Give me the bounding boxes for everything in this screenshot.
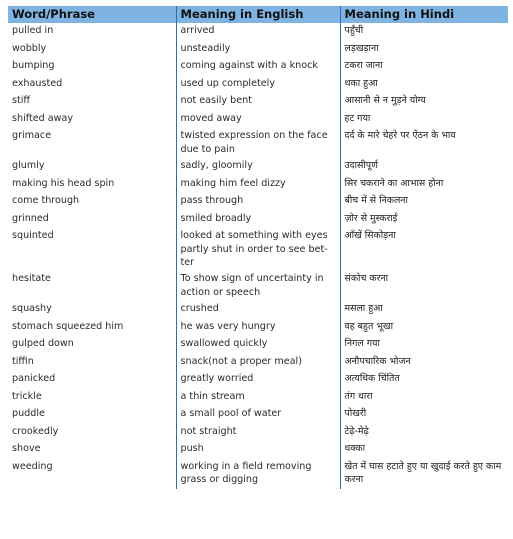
table-row [8,23,508,41]
table-row [8,93,508,111]
table-row [8,459,508,489]
english-meaning-cell: sadly, gloomily [176,158,340,176]
table-row [8,228,508,271]
word-cell: glumly [8,158,176,176]
word-cell: come through [8,193,176,211]
hindi-meaning-cell: लड़खड़ाना [340,41,508,59]
hindi-meaning-cell: थका हुआ [340,76,508,94]
word-cell: puddle [8,406,176,424]
english-meaning-cell: looked at something with eyes partly shut in order to see bet-ter [176,228,340,271]
table-row [8,301,508,319]
header-meaning-english: Meaning in English [176,6,340,23]
table-row [8,319,508,337]
word-cell: shifted away [8,111,176,129]
english-meaning-cell: he was very hungry [176,319,340,337]
table-row [8,41,508,59]
word-cell: stiff [8,93,176,111]
english-meaning-cell: pass through [176,193,340,211]
hindi-meaning-cell: आसानी से न मुड़ने योग्य [340,93,508,111]
english-meaning-cell: twisted expression on the face due to pain [176,128,340,158]
table-row [8,111,508,129]
table-row [8,441,508,459]
english-meaning-cell: not straight [176,424,340,442]
word-cell: grimace [8,128,176,158]
word-cell: squinted [8,228,176,271]
table-row [8,158,508,176]
hindi-meaning-cell: खेत में घास हटाते हुए या खुदाई करते हुए काम करना [340,459,508,489]
english-meaning-cell: not easily bent [176,93,340,111]
english-meaning-cell: working in a field removing grass or digging [176,459,340,489]
word-cell: making his head spin [8,176,176,194]
word-cell: wobbly [8,41,176,59]
word-cell: gulped down [8,336,176,354]
english-meaning-cell: snack(not a proper meal) [176,354,340,372]
table-row [8,371,508,389]
word-cell: exhausted [8,76,176,94]
table-row [8,193,508,211]
hindi-meaning-cell: बीच में से निकलना [340,193,508,211]
header-word-phrase: Word/Phrase [8,6,176,23]
english-meaning-cell: smiled broadly [176,211,340,229]
english-meaning-cell: used up completely [176,76,340,94]
word-cell: crookedly [8,424,176,442]
word-cell: shove [8,441,176,459]
hindi-meaning-cell: निगल गया [340,336,508,354]
table-row [8,128,508,158]
word-cell: weeding [8,459,176,489]
word-cell: hesitate [8,271,176,301]
word-cell: tiffin [8,354,176,372]
table-row [8,336,508,354]
hindi-meaning-cell: टकरा जाना [340,58,508,76]
english-meaning-cell: a small pool of water [176,406,340,424]
word-cell: panicked [8,371,176,389]
table-row [8,424,508,442]
header-meaning-hindi: Meaning in Hindi [340,6,508,23]
header-row [8,6,508,23]
hindi-meaning-cell: टेढ़े-मेढ़े [340,424,508,442]
english-meaning-cell: coming against with a knock [176,58,340,76]
word-cell: grinned [8,211,176,229]
hindi-meaning-cell: संकोच करना [340,271,508,301]
table-row [8,406,508,424]
hindi-meaning-cell: पोखरी [340,406,508,424]
english-meaning-cell: unsteadily [176,41,340,59]
english-meaning-cell: To show sign of uncertainty in action or speech [176,271,340,301]
english-meaning-cell: making him feel dizzy [176,176,340,194]
table-row [8,176,508,194]
hindi-meaning-cell: अनौपचारिक भोजन [340,354,508,372]
hindi-meaning-cell: मसला हुआ [340,301,508,319]
english-meaning-cell: swallowed quickly [176,336,340,354]
hindi-meaning-cell: अत्यधिक चिंतित [340,371,508,389]
table-row [8,389,508,407]
hindi-meaning-cell: आँखें सिकोड़ना [340,228,508,271]
word-cell: squashy [8,301,176,319]
english-meaning-cell: push [176,441,340,459]
word-cell: pulled in [8,23,176,41]
table-row [8,58,508,76]
table-row [8,271,508,301]
hindi-meaning-cell: ज़ोर से मुस्कराई [340,211,508,229]
hindi-meaning-cell: हट गया [340,111,508,129]
english-meaning-cell: crushed [176,301,340,319]
vocabulary-table [8,6,508,489]
hindi-meaning-cell: दर्द के मारे चेहरे पर ऐंठन के भाव [340,128,508,158]
hindi-meaning-cell: सिर चकराने का आभास होना [340,176,508,194]
word-cell: trickle [8,389,176,407]
table-row [8,211,508,229]
word-cell: bumping [8,58,176,76]
hindi-meaning-cell: वह बहुत भूखा [340,319,508,337]
english-meaning-cell: arrived [176,23,340,41]
english-meaning-cell: a thin stream [176,389,340,407]
hindi-meaning-cell: उदासीपूर्ण [340,158,508,176]
table-row [8,76,508,94]
hindi-meaning-cell: तंग धारा [340,389,508,407]
word-cell: stomach squeezed him [8,319,176,337]
hindi-meaning-cell: धक्का [340,441,508,459]
english-meaning-cell: moved away [176,111,340,129]
english-meaning-cell: greatly worried [176,371,340,389]
table-row [8,354,508,372]
hindi-meaning-cell: पहुँची [340,23,508,41]
